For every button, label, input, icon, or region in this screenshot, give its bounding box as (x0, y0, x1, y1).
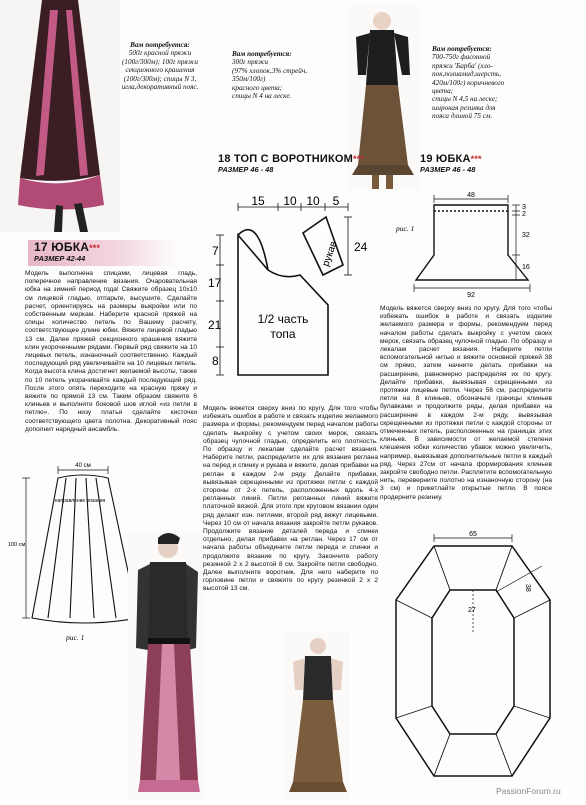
skirt19-caption: рис. 1 (396, 224, 415, 233)
text-skirt19: Модель вяжется сверху вниз по кругу. Для того чтобы избежать ошибок в работе и связать изделие желаемого размера и формы, рекомендуем перед началом работы сделать выкройку с учетом своих мерок, связать образец чулочной гладью. По образцу и лекалам расчет вязания. Наберите петли вспомогательной нитью и вяжите основной пряжей 38 см прямо, затем начните делать прибавки на расширение, равномерно распределяя их по кругу. Делайте прибавки, вывязывая скрещенными из протяжки лицевые петли. Через 56 см, распределите петли на 8 клиньев, обозначьте границы клиньев булавками и продолжите ряды, делая прибавки на расширение в каждом 2-м ряду, вывязывая скрещенными из протяжки петли с каждой стороны от отмеченных петель, расположенных на границах этих клиньев. В зависимости от желаемой степени клешения юбки количество убавок можно увеличить, например, вывязывая дополнительные петли в каждый ряд. Через 27см от начала формирования клиньев закройте свободно петли. Расплетите вспомогательную нить, переверните полотно на изнаночную сторону (на 3 см) и прикетлайте открытые петли. В поясе продерните резинку. (380, 305, 552, 501)
materials-top18: Вам потребуется: 300г пряжи (97% хлопок,3% стрейч, 350м/100г) красного цвета; спицы N 4 на леске. (232, 50, 308, 101)
photo-skirt17-top (0, 0, 120, 232)
dim-top-0: 15 (251, 195, 265, 208)
skirt19-top: 48 (467, 192, 475, 199)
dim-right: 24 (354, 240, 368, 254)
dim-top-1: 10 (283, 195, 297, 208)
diagram-top18 (208, 195, 373, 385)
diagram-skirt19 (390, 185, 560, 305)
dim-top-3: 5 (332, 195, 340, 208)
skirt19-right-3: 16 (522, 264, 530, 271)
dim-side-0: 7 (212, 244, 219, 258)
heading-skirt19: 19 ЮБКА*** РАЗМЕР 46 - 48 (420, 153, 482, 174)
skirt19-right-1: 2 (522, 211, 526, 218)
dim-side-1: 17 (208, 276, 222, 290)
photo-skirt17-bottom (128, 530, 203, 800)
body-label-2: топа (270, 327, 296, 341)
oct-diag: 38 (524, 584, 531, 592)
materials-skirt19: Вам потребуется: 700-750г фасонной пряжи 'Барба' (хло- пок,полиамид,шерсть, 420м/100г) коричневого цвета; спицы N 4,5 на леске; широкая резинка для пояса длиной 75 см. (432, 45, 505, 121)
dim-side-2: 21 (208, 318, 222, 332)
diagram-skirt17 (8, 458, 143, 643)
oct-top: 65 (469, 531, 477, 538)
skirt19-bottom: 92 (467, 292, 475, 299)
skirt17-inner: направление вязания (54, 498, 106, 504)
photo-top18-bottom (285, 632, 350, 800)
sleeve-label: рукав (320, 239, 340, 269)
dim-top-2: 10 (306, 195, 320, 208)
dim-side-3: 8 (212, 354, 219, 368)
body-label-1: 1/2 часть (257, 312, 309, 326)
oct-inner: 27 (468, 607, 476, 614)
skirt17-top: 40 см (75, 463, 91, 469)
watermark: PassionForum.ru (496, 786, 561, 796)
text-skirt17: Модель выполнена спицами, лицевая гладь, поперечное направление вязания. Очаровательная юбка на зимний период года! Свяжите образец 10х10 см лицевой гладью, отпарьте, высушите. Сделайте расчет, ориентируясь на размеры выкройки или по собственным меркам. Наберите красной пряжей на спицы количество петель по Вашему расчету, соответствующее длине юбки. Вяжите лицевой гладью 13 см. Далее пряжей секционного крашения вяжите клин укороченными рядами. Первый ряд свяжите на 10 лицевых петель, изнаночный соответственно. Каждый последующий ряд увеличивайте на 10 лицевых петель. Когда высота клина достигнет желаемой высоты, также по 10 петель укорачивайте каждый последующий ряд. После этого опять переходите на красную пряжу и вяжите по прямой 13 см. Таким образом свяжите 6 клиньев и выполните боковой шов иглой «из петли в петлю». По низу платья сделайте кисточки соответствующего цвета полотна. Декоративный пояс дополнит нарядный ансамбль. (25, 270, 197, 433)
skirt19-right-0: 3 (522, 204, 526, 211)
diagram-octagon (392, 528, 554, 790)
skirt17-left: 100 см (8, 542, 26, 548)
materials-skirt17: Вам потребуется: 500г красной пряжи (100г/300м); 100г пряжи секционного крашения (100г/300м); спицы N 3, игла,декоративный пояс. (121, 41, 199, 92)
skirt19-right-2: 32 (522, 232, 530, 239)
skirt17-caption: рис. 1 (66, 633, 85, 642)
heading-top18: 18 ТОП С ВОРОТНИКОМ*** РАЗМЕР 46 - 48 (218, 153, 365, 174)
text-top18: Модель вяжется сверху вниз по кругу. Для того чтобы избежать ошибок в работе и связать изделие желаемого размера и формы, рекомендуем перед началом работы сделать выкройку с учетом своих мерок, связать образец чулочной гладью, определить его плотность. По образцу и лекалам сделайте расчет вязания. Наберите петли, распределите их для вязания реглана на перед и спинку и рукава и вяжите, делая прибавки на реглан в каждом 2-м ряду. Делайте прибавки, вывязывая скрещенными из протяжки петли с каждой стороны от 2-х петель, расположенных вдоль 4-х регланных линий. Петли регланных линий вяжите платочной вязкой. Для этого при круговом вязании один ряд делают изн. петлями, второй ряд вяжут лицевыми. Через 10 см от начала вязания закройте петли рукавов. Продолжите вязание деталей переда и спинки отдельно, делая прибавки на реглан. Через 17 см от начала работы объедините петли переда и спинки и продолжите вязание по кругу. Закончите работу резинкой 2 х 2 высотой 8 см. Закройте петли свободно. Далее выполните воротник. Для него наберите по горловине петли и свяжите по кругу резинкой 2 х 2 высотой 13 см. (203, 405, 378, 593)
heading-skirt17: 17 ЮБКА*** РАЗМЕР 42-44 (28, 240, 178, 266)
